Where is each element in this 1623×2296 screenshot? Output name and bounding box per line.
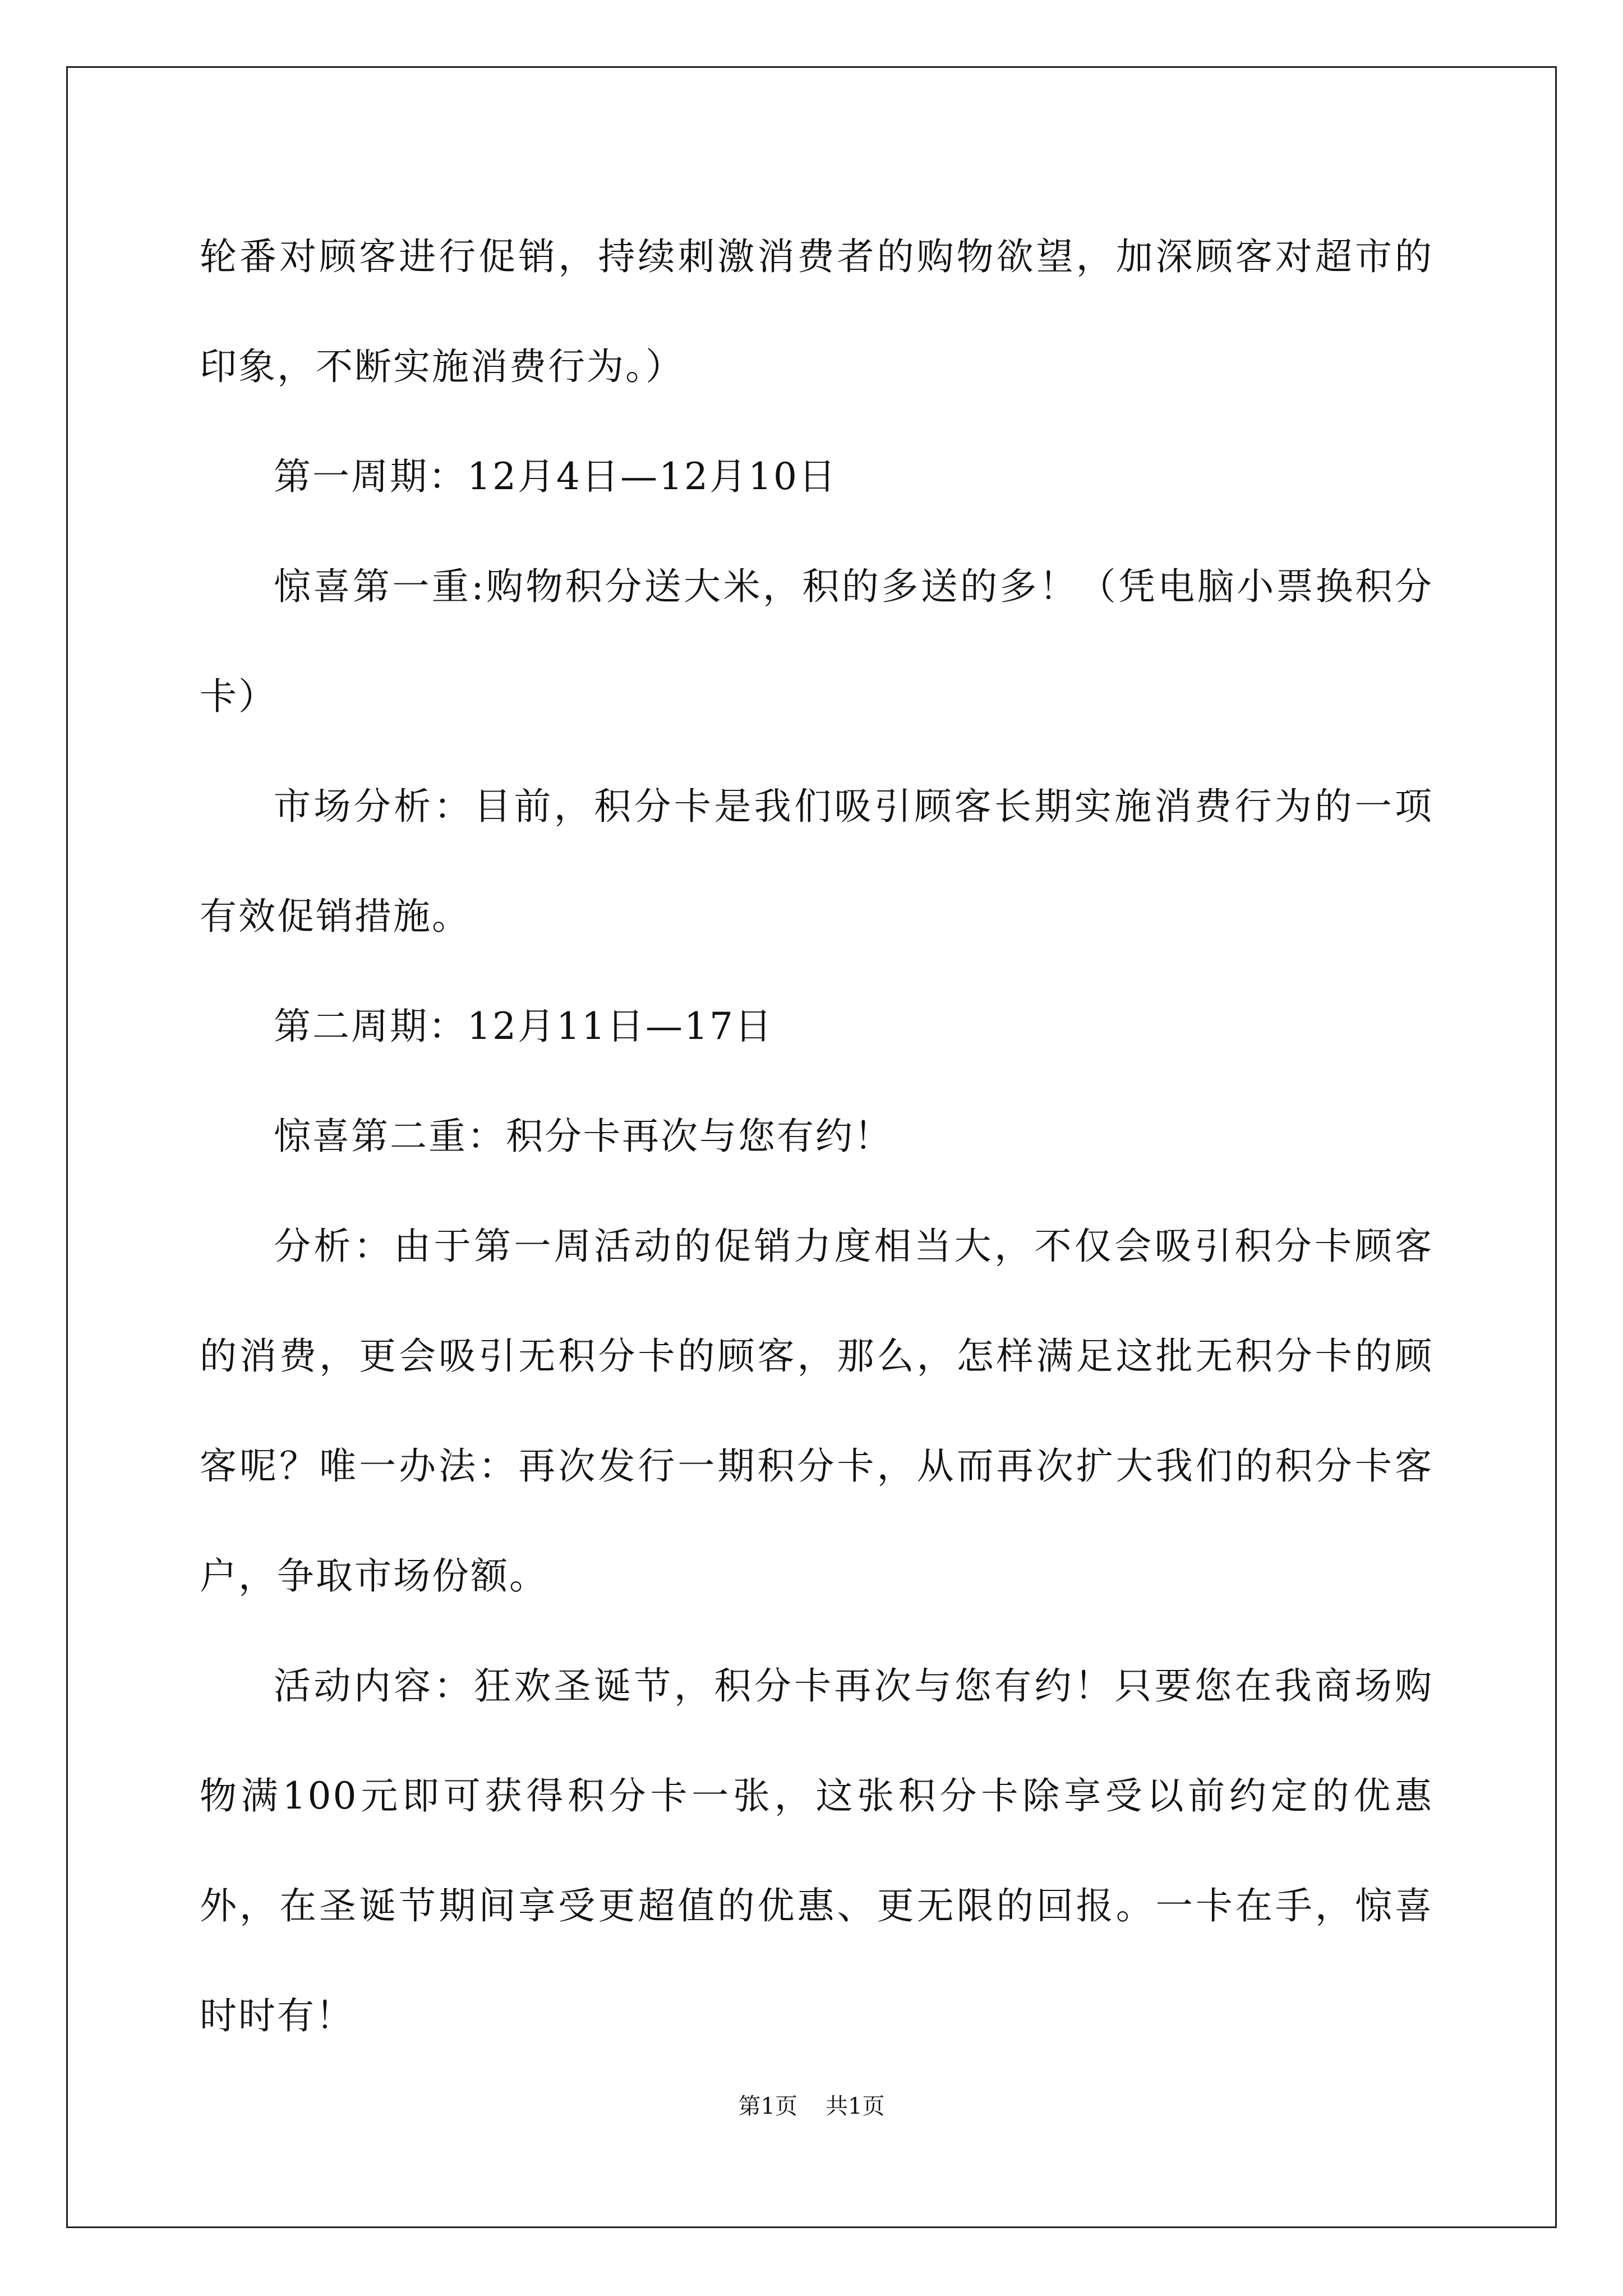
page-footer <box>0 2090 1623 2123</box>
paragraph-1: 轮番对顾客进行促销，持续刺激消费者的购物欲望，加深顾客对超市的印象，不断实施消费行为。） <box>200 235 1433 388</box>
paragraph-surprise-2: 惊喜第二重：积分卡再次与您有约！ <box>274 1115 893 1158</box>
page-total: 共1页 <box>826 2093 885 2119</box>
document-body <box>200 202 1433 2071</box>
paragraph-period-1: 第一周期：12月4日—12月10日 <box>274 455 837 498</box>
paragraph-period-2: 第二周期：12月11日—17日 <box>274 1005 773 1048</box>
paragraph-activity-content: 活动内容：狂欢圣诞节，积分卡再次与您有约！只要您在我商场购物满100元即可获得积分卡一张，这张积分卡除享受以前约定的优惠外，在圣诞节期间享受更超值的优惠、更无限的回报。一卡在手，惊喜时时有！ <box>200 1664 1433 2037</box>
paragraph-analysis: 分析：由于第一周活动的促销力度相当大，不仅会吸引积分卡顾客的消费，更会吸引无积分卡的顾客，那么，怎样满足这批无积分卡的顾客呢？唯一办法：再次发行一期积分卡，从而再次扩大我们的积分卡客户，争取市场份额。 <box>200 1225 1433 1598</box>
paragraph-market-analysis: 市场分析：目前，积分卡是我们吸引顾客长期实施消费行为的一项有效促销措施。 <box>200 785 1433 938</box>
page-number: 第1页 <box>738 2093 797 2119</box>
paragraph-surprise-1: 惊喜第一重:购物积分送大米，积的多送的多！（凭电脑小票换积分卡） <box>200 565 1433 718</box>
